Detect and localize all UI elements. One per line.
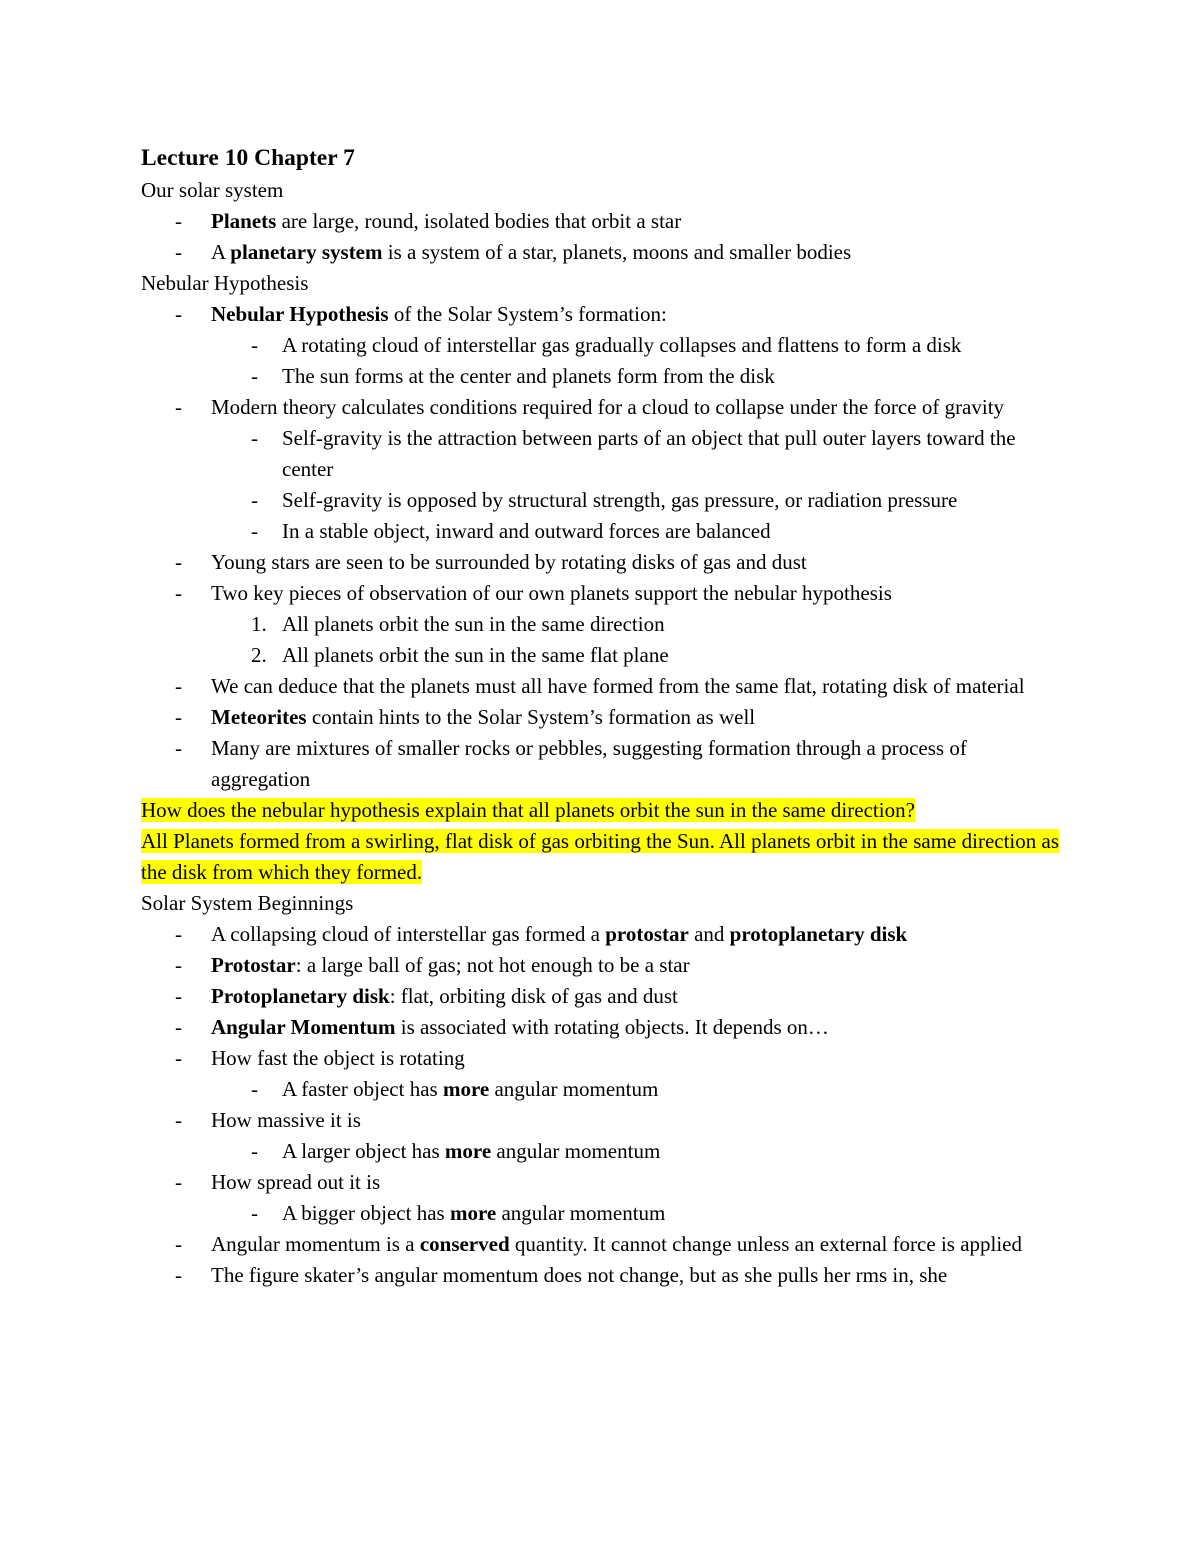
list-item bbox=[141, 609, 1071, 640]
text-run: : flat, orbiting disk of gas and dust bbox=[389, 984, 678, 1008]
list-item bbox=[141, 1074, 1071, 1105]
bold-term: Protostar bbox=[211, 953, 296, 977]
list-marker: - bbox=[251, 519, 258, 543]
list-item bbox=[141, 516, 1071, 547]
text-run: Self-gravity is opposed by structural strength, gas pressure, or radiation pressure bbox=[282, 488, 958, 512]
text-run: In a stable object, inward and outward forces are balanced bbox=[282, 519, 771, 543]
list-item bbox=[141, 702, 1071, 733]
line-text bbox=[282, 426, 1016, 481]
bold-term: Angular Momentum bbox=[211, 1015, 396, 1039]
line-text bbox=[211, 674, 1025, 698]
list-marker: - bbox=[175, 984, 182, 1008]
list-marker: - bbox=[251, 426, 258, 450]
text-run: The sun forms at the center and planets form from the disk bbox=[282, 364, 775, 388]
list-item bbox=[141, 485, 1071, 516]
list-marker: - bbox=[175, 581, 182, 605]
text-run: All planets orbit the sun in the same direction bbox=[282, 612, 665, 636]
text-run: The figure skater’s angular momentum does not change, but as she pulls her rms in, she bbox=[211, 1263, 948, 1287]
line-text bbox=[141, 271, 308, 295]
list-marker: - bbox=[251, 333, 258, 357]
list-marker: - bbox=[175, 1015, 182, 1039]
list-marker: - bbox=[175, 550, 182, 574]
line-text bbox=[141, 178, 283, 202]
line-text bbox=[211, 736, 967, 791]
list-item bbox=[141, 299, 1071, 330]
text-run: A larger object has bbox=[282, 1139, 445, 1163]
line-text bbox=[211, 302, 667, 326]
line-text bbox=[211, 1046, 465, 1070]
line-text bbox=[211, 922, 907, 946]
text-run: Angular momentum is a bbox=[211, 1232, 420, 1256]
line-text bbox=[282, 1201, 665, 1225]
list-item bbox=[141, 237, 1071, 268]
line-text bbox=[211, 984, 678, 1008]
list-item bbox=[141, 1043, 1071, 1074]
bold-term: more bbox=[449, 1201, 497, 1225]
document-page bbox=[141, 142, 1071, 1291]
line-text bbox=[282, 488, 957, 512]
text-run: All planets orbit the sun in the same flat plane bbox=[282, 643, 669, 667]
text-run: A faster object has bbox=[282, 1077, 443, 1101]
line-text bbox=[211, 209, 681, 233]
list-marker: - bbox=[175, 1263, 182, 1287]
bold-term: protoplanetary disk bbox=[729, 922, 908, 946]
list-marker: - bbox=[251, 1077, 258, 1101]
text-run: are large, round, isolated bodies that orbit a star bbox=[276, 209, 682, 233]
list-marker: - bbox=[175, 922, 182, 946]
list-marker: - bbox=[251, 1201, 258, 1225]
list-item bbox=[141, 547, 1071, 578]
list-item bbox=[141, 671, 1071, 702]
line-text bbox=[282, 333, 961, 357]
bold-term: conserved bbox=[419, 1232, 510, 1256]
list-item bbox=[141, 919, 1071, 950]
list-marker: - bbox=[175, 1108, 182, 1132]
text-run: of the Solar System’s formation: bbox=[388, 302, 667, 326]
list-item bbox=[141, 950, 1071, 981]
text-run: How massive it is bbox=[211, 1108, 361, 1132]
list-marker: - bbox=[175, 1046, 182, 1070]
bold-term: Meteorites bbox=[211, 705, 307, 729]
list-marker: - bbox=[175, 302, 182, 326]
section-heading bbox=[141, 175, 1071, 206]
text-run: How does the nebular hypothesis explain that all planets orbit the sun in the same direction? bbox=[141, 798, 915, 822]
text-run: Solar System Beginnings bbox=[141, 891, 354, 915]
list-item bbox=[141, 640, 1071, 671]
list-item bbox=[141, 1198, 1071, 1229]
text-run: angular momentum bbox=[489, 1077, 659, 1101]
list-marker: - bbox=[175, 395, 182, 419]
text-run: Self-gravity is the attraction between parts of an object that pull outer layers toward the center bbox=[282, 426, 1016, 481]
text-run: Modern theory calculates conditions required for a cloud to collapse under the force of gravity bbox=[211, 395, 1005, 419]
bold-term: protostar bbox=[605, 922, 689, 946]
text-run: Our solar system bbox=[141, 178, 284, 202]
line-text bbox=[282, 364, 775, 388]
list-item bbox=[141, 981, 1071, 1012]
highlighted-note bbox=[141, 826, 1071, 888]
bold-term: planetary system bbox=[230, 240, 383, 264]
text-run: A rotating cloud of interstellar gas gradually collapses and flattens to form a disk bbox=[282, 333, 962, 357]
list-marker: - bbox=[251, 364, 258, 388]
line-text bbox=[211, 1015, 829, 1039]
text-run: Two key pieces of observation of our own planets support the nebular hypothesis bbox=[211, 581, 892, 605]
line-text bbox=[211, 1232, 1022, 1256]
text-run: quantity. It cannot change unless an external force is applied bbox=[509, 1232, 1023, 1256]
list-item bbox=[141, 361, 1071, 392]
text-run: : a large ball of gas; not hot enough to be a star bbox=[295, 953, 690, 977]
list-marker: - bbox=[175, 674, 182, 698]
line-text bbox=[211, 1108, 361, 1132]
list-marker: - bbox=[251, 488, 258, 512]
section-heading bbox=[141, 268, 1071, 299]
text-run: contain hints to the Solar System’s formation as well bbox=[306, 705, 756, 729]
document-title: Lecture 10 Chapter 7 bbox=[141, 145, 355, 171]
bold-term: more bbox=[442, 1077, 490, 1101]
line-text bbox=[282, 519, 771, 543]
text-run: How fast the object is rotating bbox=[211, 1046, 465, 1070]
list-item bbox=[141, 330, 1071, 361]
list-marker: - bbox=[175, 1232, 182, 1256]
text-run: is a system of a star, planets, moons and smaller bodies bbox=[382, 240, 852, 264]
list-marker: 2. bbox=[251, 643, 267, 667]
text-run: A bbox=[211, 240, 231, 264]
list-item bbox=[141, 1229, 1071, 1260]
list-marker: 1. bbox=[251, 612, 267, 636]
text-run: A collapsing cloud of interstellar gas formed a bbox=[211, 922, 606, 946]
list-marker: - bbox=[175, 1170, 182, 1194]
line-text bbox=[282, 1139, 660, 1163]
document-body bbox=[141, 175, 1071, 1291]
text-run: is associated with rotating objects. It depends on… bbox=[395, 1015, 829, 1039]
list-marker: - bbox=[175, 209, 182, 233]
list-item bbox=[141, 423, 1071, 485]
line-text bbox=[211, 240, 851, 264]
line-text bbox=[211, 953, 690, 977]
list-item bbox=[141, 1260, 1071, 1291]
line-text bbox=[282, 643, 669, 667]
list-item bbox=[141, 733, 1071, 795]
line-text bbox=[211, 1170, 380, 1194]
text-run: angular momentum bbox=[491, 1139, 661, 1163]
text-run: and bbox=[688, 922, 730, 946]
bold-term: more bbox=[444, 1139, 492, 1163]
bold-term: Protoplanetary disk bbox=[211, 984, 390, 1008]
text-run: Young stars are seen to be surrounded by rotating disks of gas and dust bbox=[211, 550, 807, 574]
list-item bbox=[141, 392, 1071, 423]
list-item bbox=[141, 1012, 1071, 1043]
line-text bbox=[211, 705, 755, 729]
text-run: How spread out it is bbox=[211, 1170, 381, 1194]
list-marker: - bbox=[251, 1139, 258, 1163]
line-text bbox=[211, 581, 892, 605]
line-text bbox=[141, 798, 915, 822]
list-marker: - bbox=[175, 953, 182, 977]
list-item bbox=[141, 1136, 1071, 1167]
list-item bbox=[141, 578, 1071, 609]
list-item bbox=[141, 1105, 1071, 1136]
highlighted-note bbox=[141, 795, 1071, 826]
line-text bbox=[141, 891, 353, 915]
text-run: All Planets formed from a swirling, flat disk of gas orbiting the Sun. All planets orbit in the same direction as the disk from which they formed. bbox=[141, 829, 1060, 884]
list-item bbox=[141, 1167, 1071, 1198]
list-marker: - bbox=[175, 736, 182, 760]
line-text bbox=[282, 612, 665, 636]
line-text bbox=[211, 395, 1004, 419]
line-text bbox=[211, 1263, 947, 1287]
line-text bbox=[282, 1077, 658, 1101]
bold-term: Nebular Hypothesis bbox=[211, 302, 389, 326]
text-run: A bigger object has bbox=[282, 1201, 450, 1225]
line-text bbox=[211, 550, 807, 574]
list-marker: - bbox=[175, 705, 182, 729]
list-marker: - bbox=[175, 240, 182, 264]
line-text bbox=[141, 829, 1059, 884]
text-run: Many are mixtures of smaller rocks or pebbles, suggesting formation through a process of aggregation bbox=[211, 736, 967, 791]
bold-term: Planets bbox=[211, 209, 277, 233]
text-run: We can deduce that the planets must all have formed from the same flat, rotating disk of material bbox=[211, 674, 1025, 698]
text-run: Nebular Hypothesis bbox=[141, 271, 309, 295]
section-heading bbox=[141, 888, 1071, 919]
text-run: angular momentum bbox=[496, 1201, 666, 1225]
list-item bbox=[141, 206, 1071, 237]
